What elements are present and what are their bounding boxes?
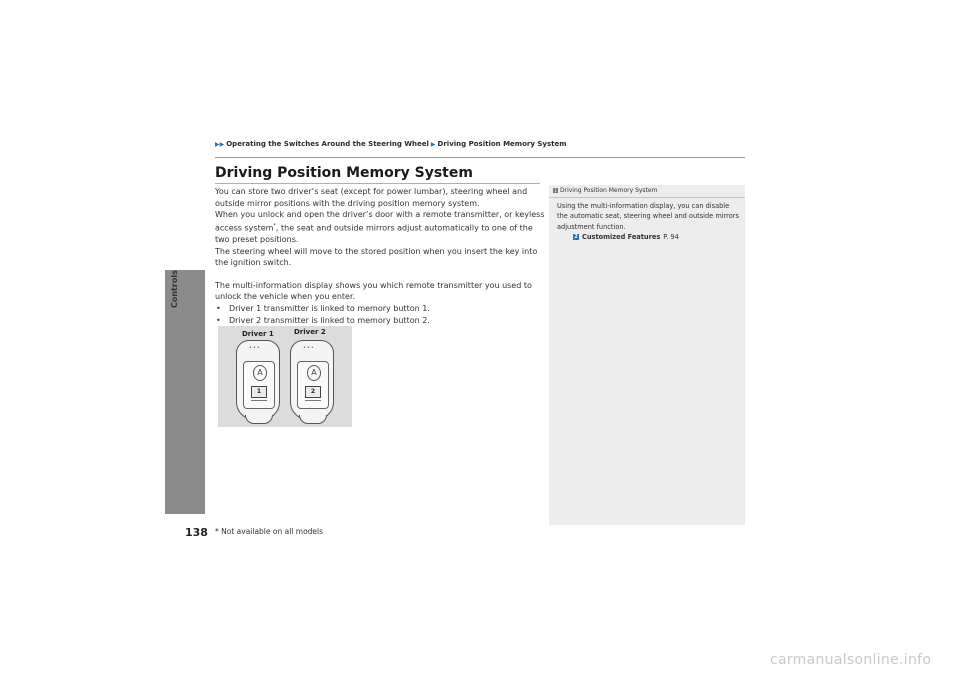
sidebar-divider <box>549 197 745 198</box>
brand-emblem-icon: A <box>253 365 267 381</box>
page-title: Driving Position Memory System <box>215 165 473 181</box>
cross-reference-page[interactable]: P. 94 <box>663 232 679 241</box>
cross-reference-link[interactable] <box>557 232 739 242</box>
header-divider <box>215 157 745 158</box>
fob-memory-label: 1 <box>251 386 267 398</box>
breadcrumb-arrow-icon: ▶▶ <box>215 140 225 148</box>
sidebar-heading-text: Driving Position Memory System <box>560 187 658 194</box>
fob-panel <box>243 361 275 409</box>
reference-arrow-icon: 2 <box>574 234 578 241</box>
breadcrumb-current: Driving Position Memory System <box>437 140 567 148</box>
brand-emblem-icon: A <box>307 365 321 381</box>
paragraph: You can store two driver’s seat (except for power lumbar), steering wheel and outside mirror positions with the driving position memory system. <box>215 187 528 208</box>
page-number: 138 <box>185 526 208 539</box>
fob-tail <box>299 415 327 424</box>
key-fob-illustration <box>218 326 352 427</box>
driver-2-label: Driver 2 <box>294 328 326 336</box>
fob-memory-label: 2 <box>305 386 321 398</box>
signal-dots-icon: ••• <box>303 345 315 351</box>
list-item: • Driver 2 transmitter is linked to memory button 2. <box>215 315 545 327</box>
sidebar-body <box>557 201 739 242</box>
driver-1-label: Driver 1 <box>242 330 274 338</box>
list-item: • Driver 1 transmitter is linked to memory button 1. <box>215 303 545 315</box>
footnote-mark: * <box>273 222 276 229</box>
fob-stripe <box>305 400 321 404</box>
footnote: * Not available on all models <box>215 527 324 536</box>
fob-tail <box>245 415 273 424</box>
paragraph: The multi-information display shows you which remote transmitter you used to unlock the vehicle when you enter. <box>215 280 532 302</box>
title-divider <box>215 183 540 184</box>
cross-reference-label[interactable]: Customized Features <box>582 232 661 241</box>
key-fob-driver-2 <box>290 340 334 420</box>
section-body <box>215 186 545 326</box>
fob-stripe <box>251 400 267 404</box>
paragraph: When you unlock and open the driver’s door with a remote transmitter, or keyless access system*, the seat and outside mirrors adjust automatically to one of the two preset positions. <box>215 210 545 245</box>
paragraph: The steering wheel will move to the stored position when you insert the key into the ignition switch. <box>215 246 538 268</box>
breadcrumb-parent[interactable]: Operating the Switches Around the Steering Wheel <box>226 140 429 148</box>
fob-panel <box>297 361 329 409</box>
watermark: carmanualsonline.info <box>770 652 932 668</box>
breadcrumb-arrow-icon: ▶ <box>430 140 436 148</box>
bullet-list <box>215 303 545 326</box>
sidebar-paragraph: Using the multi-information display, you can disable the automatic seat, steering wheel and outside mirrors adjustment function. <box>557 202 739 231</box>
section-tab-label: Controls <box>170 270 179 308</box>
key-fob-driver-1 <box>236 340 280 420</box>
note-marker-icon: 1 <box>554 188 557 193</box>
breadcrumb <box>215 140 567 148</box>
sidebar-heading <box>553 187 743 194</box>
signal-dots-icon: ••• <box>249 345 261 351</box>
